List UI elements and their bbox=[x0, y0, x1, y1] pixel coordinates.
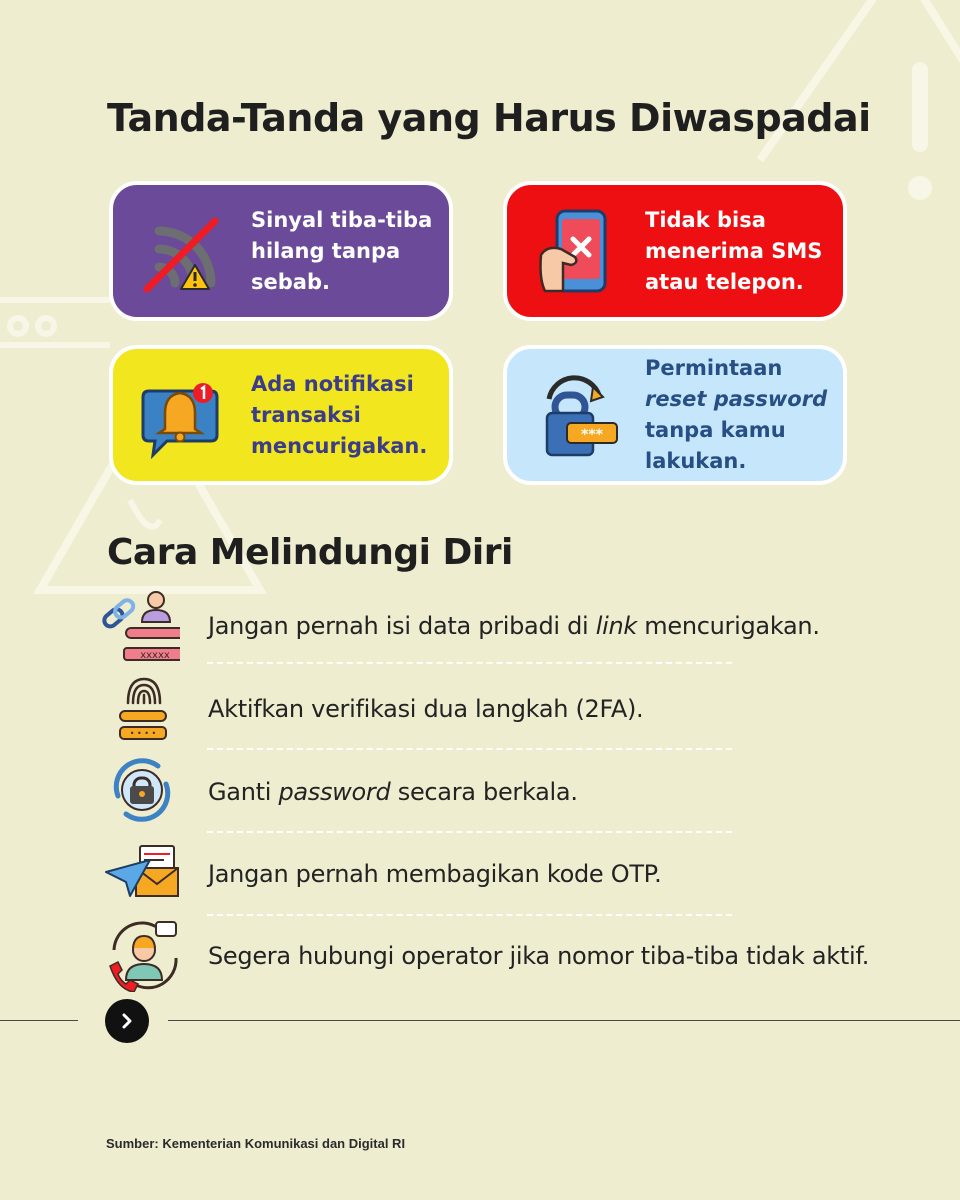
signs-title: Tanda-Tanda yang Harus Diwaspadai bbox=[107, 96, 871, 140]
tip-item-otp bbox=[100, 838, 920, 910]
tip-item-password bbox=[100, 756, 920, 828]
tip-text-otp: Jangan pernah membagikan kode OTP. bbox=[208, 860, 662, 888]
sign-text-signal-lost: Sinyal tiba-tiba hilang tanpa sebab. bbox=[251, 207, 433, 294]
sign-text-suspicious-notification: Ada notifikasi transaksi mencurigakan. bbox=[251, 371, 428, 458]
tip-item-2fa bbox=[100, 673, 920, 745]
no-signal-warning-icon bbox=[133, 205, 225, 297]
sign-card-signal-lost bbox=[109, 181, 453, 321]
divider bbox=[207, 914, 732, 916]
lock-refresh-icon bbox=[100, 756, 180, 828]
divider bbox=[0, 1020, 78, 1021]
tip-item-operator bbox=[100, 920, 920, 992]
phone-blocked-icon bbox=[527, 205, 619, 297]
sign-card-suspicious-notification bbox=[109, 345, 453, 485]
notification-bell-icon bbox=[133, 369, 225, 461]
tip-text-password: Ganti password secara berkala. bbox=[208, 778, 578, 806]
divider bbox=[207, 662, 732, 664]
sign-card-password-reset bbox=[503, 345, 847, 485]
chevron-right-icon bbox=[117, 1011, 137, 1031]
source-credit: Sumber: Kementerian Komunikasi dan Digital RI bbox=[106, 1136, 406, 1151]
tip-text-link: Jangan pernah isi data pribadi di link mencurigakan. bbox=[208, 612, 820, 640]
svg-text:xxxxx: xxxxx bbox=[140, 650, 170, 661]
svg-text:***: *** bbox=[581, 427, 603, 443]
lock-reset-icon bbox=[527, 369, 619, 461]
divider bbox=[168, 1020, 960, 1021]
protect-title: Cara Melindungi Diri bbox=[107, 532, 513, 573]
divider bbox=[207, 831, 732, 833]
fingerprint-2fa-icon bbox=[100, 673, 180, 745]
send-mail-otp-icon bbox=[100, 838, 180, 910]
sign-card-no-sms-call bbox=[503, 181, 847, 321]
link-user-password-icon bbox=[100, 590, 180, 662]
tip-text-2fa: Aktifkan verifikasi dua langkah (2FA). bbox=[208, 695, 644, 723]
sign-text-password-reset: Permintaan reset password tanpa kamu lakukan. bbox=[645, 356, 828, 473]
next-button[interactable] bbox=[105, 999, 149, 1043]
sign-text-no-sms-call: Tidak bisa menerima SMS atau telepon. bbox=[645, 207, 823, 294]
tip-item-link bbox=[100, 590, 920, 662]
divider bbox=[207, 748, 732, 750]
operator-support-icon bbox=[100, 920, 180, 992]
svg-text:• • • •: • • • • bbox=[129, 729, 157, 738]
tip-text-operator: Segera hubungi operator jika nomor tiba-tiba tidak aktif. bbox=[208, 942, 870, 970]
